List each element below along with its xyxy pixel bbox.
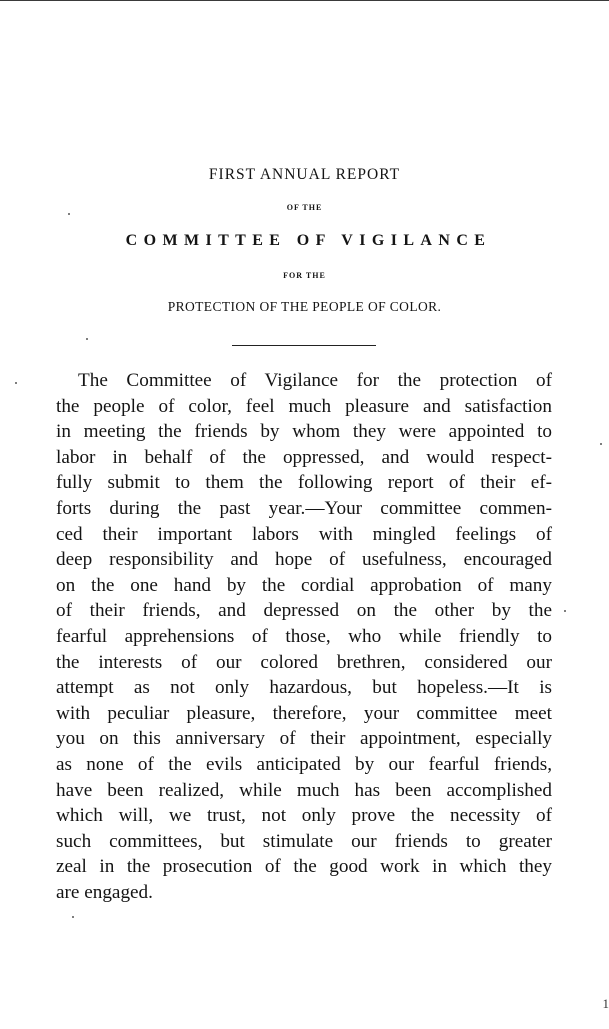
- body-line: the people of color, feel much pleasure and satisfaction: [56, 395, 552, 417]
- body-line: with peculiar pleasure, therefore, your committee meet: [56, 702, 552, 724]
- page-edge-mark: 1: [602, 996, 609, 1011]
- scan-speck: [15, 382, 17, 384]
- report-body: [56, 368, 552, 905]
- body-line: you on this anniversary of their appointment, especially: [56, 728, 552, 750]
- body-line: forts during the past year.—Your committee commen-: [56, 497, 552, 519]
- body-line: fearful apprehensions of those, who while friendly to: [56, 625, 552, 647]
- body-line: have been realized, while much has been accomplished: [56, 779, 552, 801]
- body-line: of their friends, and depressed on the other by the: [56, 600, 552, 622]
- body-line: such committees, but stimulate our friends to greater: [56, 830, 552, 852]
- title-connector-of-the: OF THE: [286, 203, 323, 212]
- body-line: The Committee of Vigilance for the protection of: [78, 370, 552, 391]
- scan-speck: [72, 916, 74, 918]
- body-line: fully submit to them the following report of their ef-: [56, 472, 552, 494]
- body-line: deep responsibility and hope of usefulness, encouraged: [56, 549, 552, 571]
- body-line: which will, we trust, not only prove the necessity of: [56, 805, 552, 827]
- scan-speck: [564, 610, 566, 612]
- body-line: on the one hand by the cordial approbation of many: [56, 574, 552, 596]
- scan-speck: [600, 443, 602, 445]
- body-line: as none of the evils anticipated by our fearful friends,: [56, 753, 552, 775]
- body-line: zeal in the prosecution of the good work in which they: [56, 856, 552, 878]
- body-line: labor in behalf of the oppressed, and would respect-: [56, 446, 552, 468]
- section-divider: [232, 345, 376, 346]
- committee-purpose: PROTECTION OF THE PEOPLE OF COLOR.: [167, 299, 442, 314]
- body-line: ced their important labors with mingled feelings of: [56, 523, 552, 545]
- body-line: are engaged.: [56, 881, 153, 903]
- body-line: in meeting the friends by whom they were appointed to: [56, 421, 552, 443]
- committee-name: COMMITTEE OF VIGILANCE: [125, 232, 492, 249]
- report-title: FIRST ANNUAL REPORT: [208, 166, 401, 183]
- scan-speck: [86, 338, 88, 340]
- body-line: attempt as not only hazardous, but hopeless.—It is: [56, 677, 552, 699]
- title-connector-for-the: FOR THE: [283, 271, 326, 280]
- scan-speck: [68, 213, 70, 215]
- body-line: the interests of our colored brethren, considered our: [56, 651, 552, 673]
